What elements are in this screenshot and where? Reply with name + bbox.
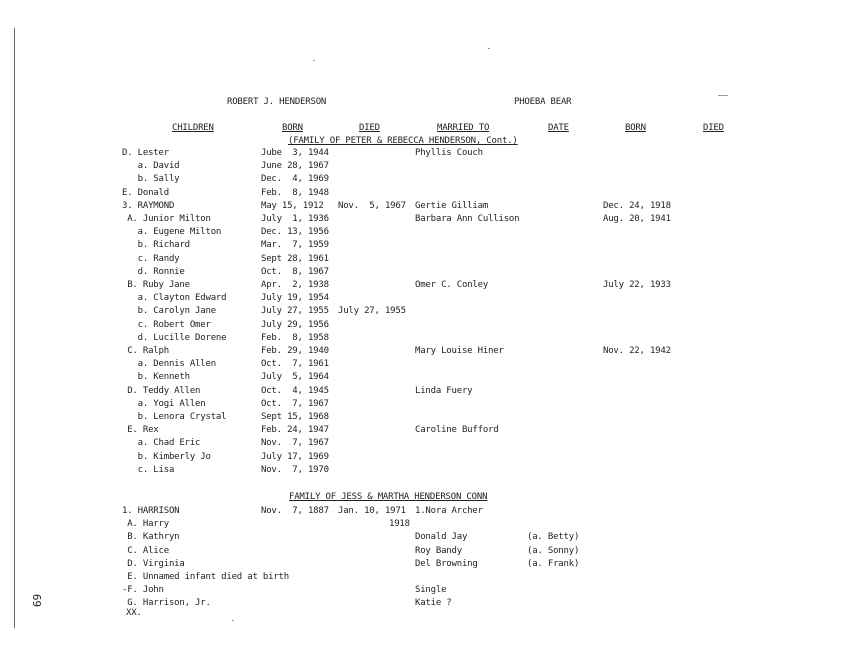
child-name: E. Donald [122,187,169,198]
birth-date: Dec. 13, 1956 [261,227,329,238]
spouse-name: Barbara Ann Cullison [415,214,520,224]
birth-date: July 17, 1969 [261,451,329,462]
child-name: A. Harry [122,519,169,530]
col-spouse-died: DIED [703,123,724,133]
child-name: D. Teddy Allen [122,385,201,396]
spouse-name: Phyllis Couch [415,148,483,158]
child-name: c. Robert Omer [122,319,211,330]
child-name: B. Ruby Jane [122,280,190,290]
birth-date: July 5, 1964 [261,372,329,383]
spouse-name: Donald Jay [415,532,468,543]
spouse-name: Caroline Bufford [415,425,499,436]
birth-date: May 15, 1912 [261,200,324,211]
death-date: July 27, 1955 [338,306,406,317]
child-note: (a. Frank) [527,558,580,569]
spouse-name: Linda Fuery [415,385,473,396]
family2-heading: FAMILY OF JESS & MARTHA HENDERSON CONN [289,492,488,502]
spouse-name: 1.Nora Archer [415,506,483,516]
spouse-name: Mary Louise Hiner [415,346,504,356]
child-name: E. Unnamed infant died at birth [122,572,289,582]
child-name: a. Chad Eric [122,438,201,449]
family-heading: (FAMILY OF PETER & REBECCA HENDERSON, Cont.) [288,136,518,146]
child-name: a. Dennis Allen [122,359,216,370]
child-name: b. Richard [122,240,190,251]
child-name: C. Alice [122,545,169,556]
birth-date: Sept 28, 1961 [261,253,329,264]
left-margin-line [14,28,15,628]
death-date: Nov. 5, 1967 [338,200,406,211]
child-name: D. Lester [122,148,169,158]
col-born: BORN [282,123,303,133]
birth-date: Sept 15, 1968 [261,412,329,422]
child-name: G. Harrison, Jr. [122,598,211,609]
wife-name: PHOEBA BEAR [514,97,572,107]
spouse-name: Del Browning [415,558,478,569]
spouse-name: Single [415,585,447,596]
child-note: (a. Betty) [527,532,580,543]
spouse-name: 1918 [389,519,410,530]
spouse-name: Roy Bandy [415,545,462,556]
spouse-birth-date: Dec. 24, 1918 [603,200,671,211]
child-note: (a. Sonny) [527,545,580,556]
birth-date: Nov. 7, 1970 [261,464,329,475]
birth-date: Feb. 8, 1948 [261,187,329,198]
spouse-name: Katie ? [415,598,452,609]
birth-date: Oct. 4, 1945 [261,385,329,396]
birth-date: Apr. 2, 1938 [261,280,329,290]
child-name: -F. John [122,585,164,596]
death-date: Jan. 10, 1971 [338,506,406,516]
birth-date: Nov. 7, 1887 [261,506,329,516]
child-name: 3. RAYMOND [122,200,175,211]
spouse-name: Omer C. Conley [415,280,489,290]
spouse-birth-date: July 22, 1933 [603,280,671,290]
page-number: 69 [30,593,44,608]
child-name: a. Clayton Edward [122,293,227,304]
birth-date: July 27, 1955 [261,306,329,317]
child-name: d. Ronnie [122,266,185,277]
birth-date: Oct. 8, 1967 [261,266,329,277]
child-name: a. David [122,161,180,172]
child-name: b. Sally [122,174,180,185]
birth-date: Feb. 24, 1947 [261,425,329,436]
child-name: d. Lucille Dorene [122,332,227,343]
scan-speck [313,60,315,61]
child-name: E. Rex [122,425,159,436]
child-name: b. Kenneth [122,372,190,383]
birth-date: June 28, 1967 [261,161,329,172]
col-married-to: MARRIED TO [437,123,490,133]
birth-date: July 19, 1954 [261,293,329,304]
child-name: A. Junior Milton [122,214,211,224]
scan-speck [488,48,490,49]
col-spouse-born: BORN [625,123,646,133]
child-name: c. Lisa [122,464,175,475]
col-children: CHILDREN [172,123,214,133]
spouse-birth-date: Nov. 22, 1942 [603,346,671,356]
child-name: 1. HARRISON [122,506,180,516]
birth-date: July 1, 1936 [261,214,329,224]
child-name: D. Virginia [122,558,185,569]
child-name: b. Kimberly Jo [122,451,211,462]
child-name: C. Ralph [122,346,169,356]
child-name: c. Randy [122,253,180,264]
spouse-birth-date: Aug. 20, 1941 [603,214,671,224]
child-name: a. Eugene Milton [122,227,222,238]
birth-date: Feb. 8, 1958 [261,332,329,343]
birth-date: Dec. 4, 1969 [261,174,329,185]
scan-speck [718,95,728,96]
child-name: a. Yogi Allen [122,398,206,409]
birth-date: Mar. 7, 1959 [261,240,329,251]
col-died: DIED [359,123,380,133]
birth-date: July 29, 1956 [261,319,329,330]
birth-date: Oct. 7, 1967 [261,398,329,409]
birth-date: Jube 3, 1944 [261,148,329,158]
birth-date: Oct. 7, 1961 [261,359,329,370]
child-name: B. Kathryn [122,532,180,543]
husband-name: ROBERT J. HENDERSON [227,97,327,107]
spouse-name: Gertie Gilliam [415,200,489,211]
birth-date: Feb. 29, 1940 [261,346,329,356]
birth-date: Nov. 7, 1967 [261,438,329,449]
child-name: b. Carolyn Jane [122,306,216,317]
col-date: DATE [548,123,569,133]
child-name: b. Lenora Crystal [122,412,227,422]
footer-mark: XX. [126,608,142,618]
scan-speck [232,620,234,621]
